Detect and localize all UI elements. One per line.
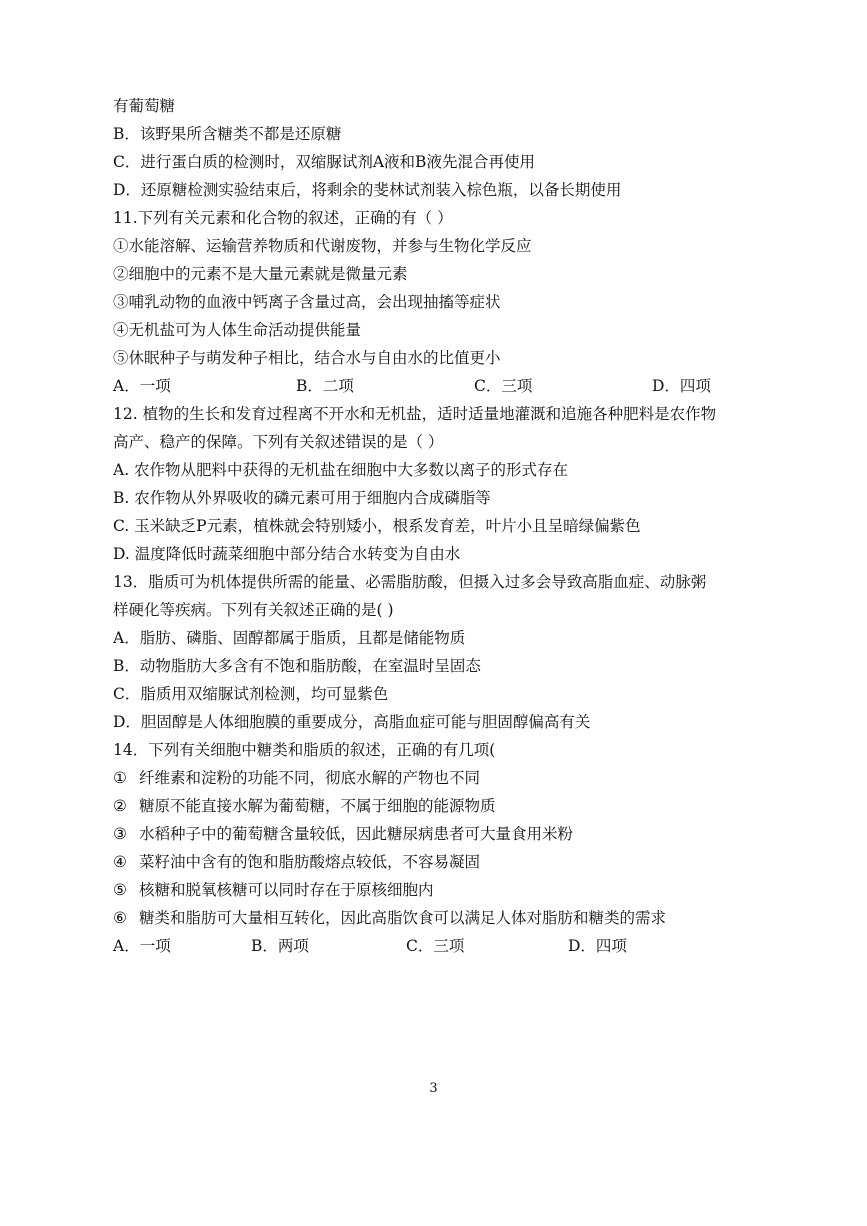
- q12-option-d: D. 温度降低时蔬菜细胞中部分结合水转变为自由水: [113, 545, 461, 563]
- q10-option-d: D．还原糖检测实验结束后，将剩余的斐林试剂装入棕色瓶，以备长期使用: [113, 181, 622, 199]
- q13-option-b: B．动物脂肪大多含有不饱和脂肪酸，在室温时呈固态: [113, 657, 481, 675]
- q12-option-a: A. 农作物从肥料中获得的无机盐在细胞中大多数以离子的形式存在: [113, 461, 569, 479]
- q14-stem: 14．下列有关细胞中糖类和脂质的叙述，正确的有几项(: [113, 741, 496, 759]
- q14-item-text: 核糖和脱氧核糖可以同时存在于原核细胞内: [139, 881, 434, 899]
- q14-option-d: D．四项: [568, 937, 627, 955]
- q13-stem-line2: 样硬化等疾病。下列有关叙述正确的是( ): [113, 601, 394, 619]
- q13-option-c: C．脂质用双缩脲试剂检测，均可显紫色: [113, 685, 389, 703]
- q14-option-b: B．两项: [251, 937, 309, 955]
- q14-options: [113, 932, 763, 960]
- q11-option-a: A．一项: [113, 377, 171, 395]
- q14-item-text: 水稻种子中的葡萄糖含量较低，因此糖尿病患者可大量食用米粉: [139, 825, 574, 843]
- q12-stem-line2: 高产、稳产的保障。下列有关叙述错误的是（ ）: [113, 433, 444, 451]
- q14-item-number: ⑥: [113, 909, 127, 927]
- q14-option-c: C．三项: [406, 937, 465, 955]
- q11-item-2: ②细胞中的元素不是大量元素就是微量元素: [113, 265, 408, 283]
- q11-item-4: ④无机盐可为人体生命活动提供能量: [113, 321, 362, 339]
- q11-option-c: C．三项: [474, 377, 533, 395]
- q14-item-text: 菜籽油中含有的饱和脂肪酸熔点较低，不容易凝固: [139, 853, 481, 871]
- q12-option-c: C. 玉米缺乏P元素，植株就会特别矮小，根系发育差，叶片小且呈暗绿偏紫色: [113, 517, 641, 535]
- q14-item: [113, 848, 763, 876]
- q10-option-c: C．进行蛋白质的检测时，双缩脲试剂A液和B液先混合再使用: [113, 153, 535, 171]
- q14-item-number: ①: [113, 769, 127, 787]
- q14-item: [113, 792, 763, 820]
- q14-item-number: ④: [113, 853, 127, 871]
- q10-carryover-line: 有葡萄糖: [113, 97, 176, 115]
- page-number: 3: [429, 1081, 438, 1096]
- q13-option-d: D．胆固醇是人体细胞膜的重要成分，高脂血症可能与胆固醇偏高有关: [113, 713, 591, 731]
- q14-item-number: ⑤: [113, 881, 127, 899]
- q11-stem: 11.下列有关元素和化合物的叙述，正确的有（ ）: [113, 209, 453, 227]
- q12-stem-line1: 12. 植物的生长和发育过程离不开水和无机盐，适时适量地灌溉和追施各种肥料是农作物: [113, 405, 717, 423]
- q11-item-3: ③哺乳动物的血液中钙离子含量过高，会出现抽搐等症状: [113, 293, 501, 311]
- q10-option-b: B．该野果所含糖类不都是还原糖: [113, 125, 342, 143]
- q11-option-b: B．二项: [296, 377, 354, 395]
- q11-options: [113, 372, 763, 400]
- q14-item-text: 糖类和脂肪可大量相互转化，因此高脂饮食可以满足人体对脂肪和糖类的需求: [139, 909, 667, 927]
- q14-item: [113, 876, 763, 904]
- q14-item: [113, 904, 763, 932]
- q14-option-a: A．一项: [113, 937, 171, 955]
- q14-item: [113, 820, 763, 848]
- q14-item: [113, 764, 763, 792]
- q12-option-b: B. 农作物从外界吸收的磷元素可用于细胞内合成磷脂等: [113, 489, 491, 507]
- q11-item-5: ⑤休眠种子与萌发种子相比，结合水与自由水的比值更小: [113, 349, 501, 367]
- q14-item-number: ③: [113, 825, 127, 843]
- page-content: [113, 92, 763, 960]
- q11-item-1: ①水能溶解、运输营养物质和代谢废物，并参与生物化学反应: [113, 237, 532, 255]
- q13-stem-line1: 13．脂质可为机体提供所需的能量、必需脂肪酸，但摄入过多会导致高脂血症、动脉粥: [113, 573, 707, 591]
- q14-item-text: 糖原不能直接水解为葡萄糖，不属于细胞的能源物质: [139, 797, 496, 815]
- q14-item-number: ②: [113, 797, 127, 815]
- q13-option-a: A．脂肪、磷脂、固醇都属于脂质，且都是储能物质: [113, 629, 466, 647]
- q11-option-d: D．四项: [652, 377, 711, 395]
- q14-item-text: 纤维素和淀粉的功能不同，彻底水解的产物也不同: [139, 769, 481, 787]
